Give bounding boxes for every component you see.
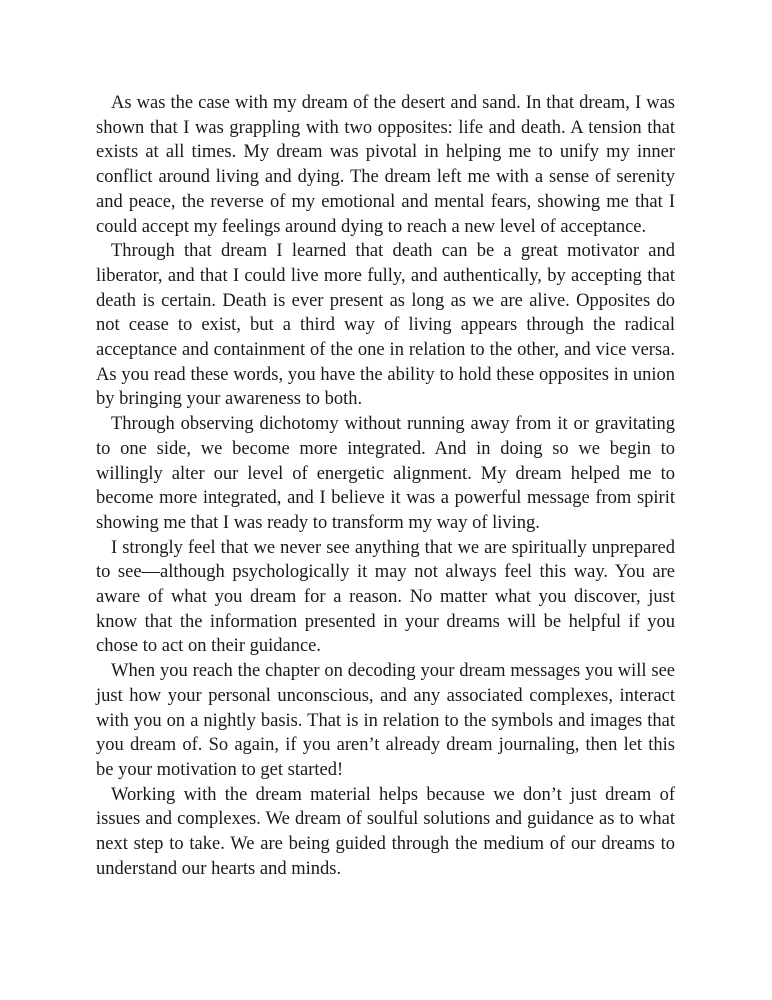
paragraph-3: Through observing dichotomy without running away from it or gravitating to one side, we become more integrated. And in doing so we begin to willingly alter our level of energetic alignment. My dream helped me to become more integrated, and I believe it was a powerful message from spirit showing me that I was ready to transform my way of living. <box>96 414 675 533</box>
body-text <box>96 91 675 882</box>
paragraph-2: Through that dream I learned that death can be a great motivator and liberator, and that I could live more fully, and authentically, by accepting that death is certain. Death is ever present as long as we are alive. Opposites do not cease to exist, but a third way of living appears through the radical acceptance and containment of the one in relation to the other, and vice versa. As you read these words, you have the ability to hold these opposites in union by bringing your awareness to both. <box>96 241 675 410</box>
paragraph-6: Working with the dream material helps because we don’t just dream of issues and complexes. We dream of soulful solutions and guidance as to what next step to take. We are being guided through the medium of our dreams to understand our hearts and minds. <box>96 784 675 879</box>
paragraph-4: I strongly feel that we never see anything that we are spiritually unprepared to see—although psychologically it may not always feel this way. You are aware of what you dream for a reason. No matter what you discover, just know that the information presented in your dreams will be helpful if you chose to act on their guidance. <box>96 537 675 657</box>
paragraph-1: As was the case with my dream of the desert and sand. In that dream, I was shown that I was grappling with two opposites: life and death. A tension that exists at all times. My dream was pivotal in helping me to unify my inner conflict around living and dying. The dream left me with a sense of serenity and peace, the reverse of my emotional and mental fears, showing me that I could accept my feelings around dying to reach a new level of acceptance. <box>96 93 675 237</box>
paragraph-5: When you reach the chapter on decoding your dream messages you will see just how your personal unconscious, and any associated complexes, interact with you on a nightly basis. That is in relation to the symbols and images that you dream of. So again, if you aren’t already dream journaling, then let this be your motivation to get started! <box>96 661 675 780</box>
